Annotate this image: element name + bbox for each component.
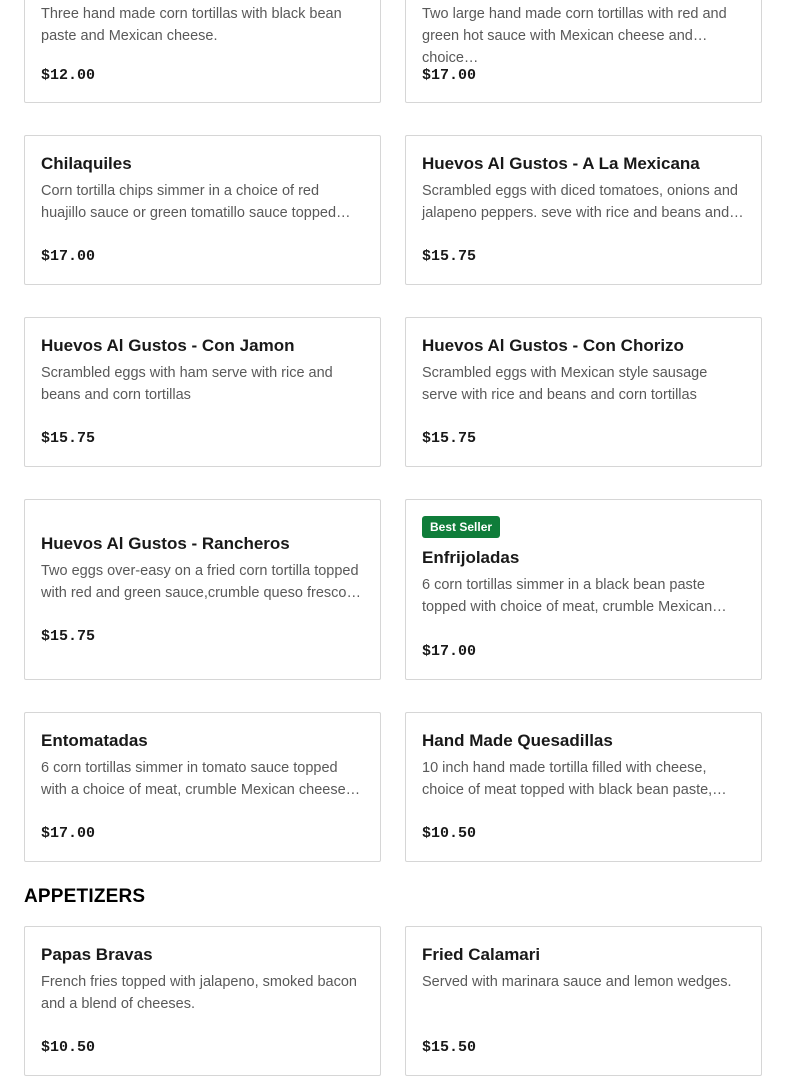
menu-item-name: Papas Bravas — [41, 945, 153, 964]
menu-item-card-rancheros[interactable] — [24, 499, 381, 680]
menu-item-card[interactable] — [405, 0, 762, 103]
menu-item-description: Three hand made corn tortillas with black bean paste and Mexican cheese. — [41, 6, 342, 44]
menu-item-description: 10 inch hand made tortilla filled with cheese, choice of meat topped with black bean paste,… — [422, 760, 727, 798]
menu-item-card-entomatadas[interactable] — [24, 712, 381, 862]
menu-item-card[interactable] — [24, 0, 381, 103]
section-title-appetizers: APPETIZERS — [24, 886, 146, 907]
menu-item-description: Two large hand made corn tortillas with red and green hot sauce with Mexican cheese and choice… — [422, 6, 727, 66]
menu-item-card-a-la-mexicana[interactable] — [405, 135, 762, 285]
menu-item-price: $15.75 — [41, 628, 96, 645]
menu-item-card-papas-bravas[interactable] — [24, 926, 381, 1076]
menu-item-price: $17.00 — [41, 825, 96, 842]
menu-item-card-chilaquiles[interactable] — [24, 135, 381, 285]
menu-item-card-con-chorizo[interactable] — [405, 317, 762, 467]
menu-item-description: Corn tortilla chips simmer in a choice of red huajillo sauce or green tomatillo sauce topped… — [41, 183, 351, 221]
menu-item-price: $15.75 — [422, 430, 477, 447]
menu-item-description: Scrambled eggs with diced tomatoes, onions and jalapeno peppers. seve with rice and beans and… — [422, 183, 744, 221]
menu-item-name: Fried Calamari — [422, 945, 541, 964]
menu-item-card-con-jamon[interactable] — [24, 317, 381, 467]
menu-item-description: French fries topped with jalapeno, smoked bacon and a blend of cheeses. — [41, 974, 357, 1012]
menu-item-price: $17.00 — [41, 248, 96, 265]
menu-item-description: 6 corn tortillas simmer in tomato sauce topped with a choice of meat, crumble Mexican cheese… — [41, 760, 361, 798]
menu-item-description: Scrambled eggs with Mexican style sausage serve with rice and beans and corn tortillas — [422, 365, 708, 403]
menu-item-card-enfrijoladas[interactable] — [405, 499, 762, 680]
menu-item-name: Hand Made Quesadillas — [422, 731, 613, 750]
menu-item-price: $15.50 — [422, 1039, 477, 1056]
menu-item-price: $10.50 — [422, 825, 477, 842]
menu-item-name: Huevos Al Gustos - Rancheros — [41, 534, 290, 553]
menu-item-price: $15.75 — [422, 248, 477, 265]
menu-item-name: Entomatadas — [41, 731, 148, 750]
menu-item-name: Huevos Al Gustos - Con Chorizo — [422, 336, 684, 355]
menu-item-description: Two eggs over-easy on a fried corn tortilla topped with red and green sauce,crumble queso fresco… — [41, 563, 361, 601]
menu-item-name: Chilaquiles — [41, 154, 132, 173]
menu-item-description: 6 corn tortillas simmer in a black bean paste topped with choice of meat, crumble Mexican… — [422, 577, 727, 615]
menu-item-price: $12.00 — [41, 67, 96, 84]
menu-item-name: Enfrijoladas — [422, 548, 520, 567]
menu-item-price: $10.50 — [41, 1039, 96, 1056]
menu-item-card-quesadillas[interactable] — [405, 712, 762, 862]
menu-item-price: $17.00 — [422, 67, 477, 84]
best-seller-badge: Best Seller — [422, 516, 500, 538]
menu-item-name: Huevos Al Gustos - Con Jamon — [41, 336, 295, 355]
menu-item-card-fried-calamari[interactable] — [405, 926, 762, 1076]
menu-item-description: Scrambled eggs with ham serve with rice and beans and corn tortillas — [41, 365, 333, 403]
menu-item-price: $15.75 — [41, 430, 96, 447]
menu-item-name: Huevos Al Gustos - A La Mexicana — [422, 154, 700, 173]
menu-item-price: $17.00 — [422, 643, 477, 660]
menu-item-description: Served with marinara sauce and lemon wedges. — [422, 974, 732, 990]
